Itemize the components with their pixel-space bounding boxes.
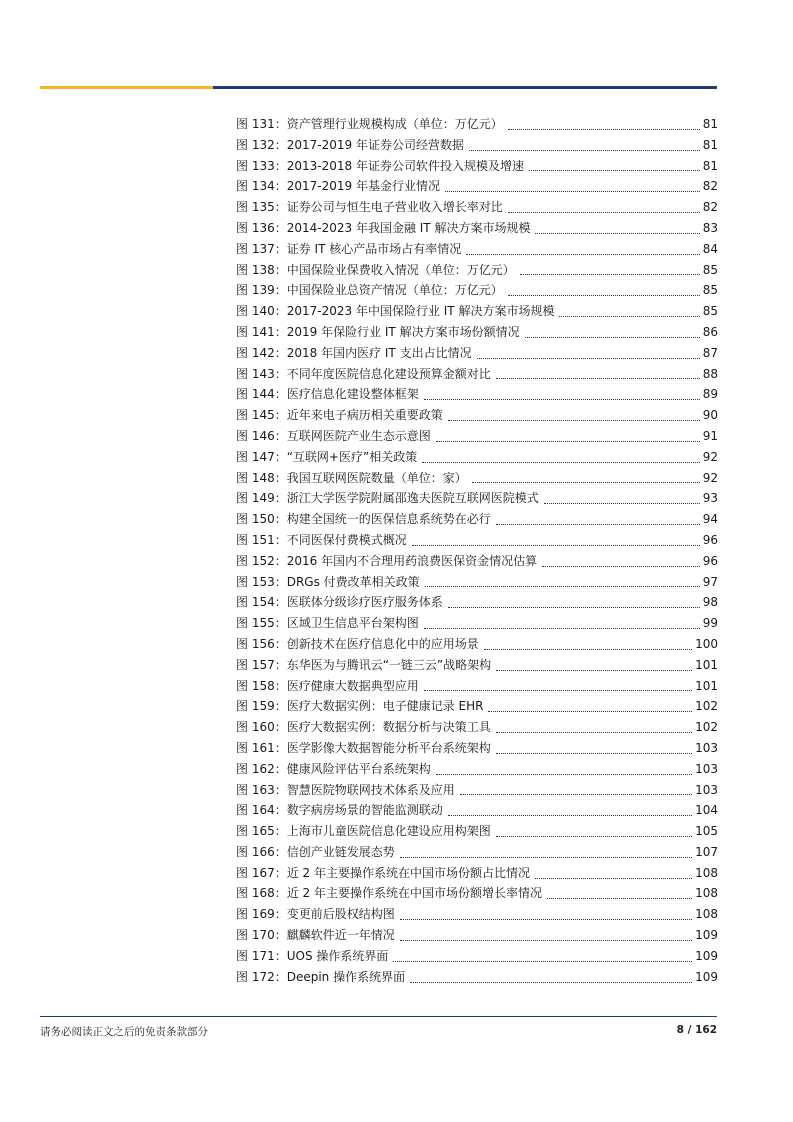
toc-entry-label: 图 137：证券 IT 核心产品市场占有率情况 bbox=[236, 241, 462, 256]
toc-leader-dots bbox=[508, 294, 700, 296]
toc-entry-page: 83 bbox=[702, 220, 718, 235]
toc-leader-dots bbox=[547, 897, 692, 899]
toc-entry-page: 81 bbox=[702, 137, 718, 152]
toc-entry-label: 图 156：创新技术在医疗信息化中的应用场景 bbox=[236, 636, 479, 651]
toc-leader-dots bbox=[484, 648, 692, 650]
toc-entry[interactable] bbox=[236, 384, 718, 405]
toc-entry[interactable] bbox=[236, 759, 718, 780]
toc-entry-page: 109 bbox=[695, 948, 718, 963]
toc-entry-page: 82 bbox=[702, 179, 718, 194]
toc-entry-page: 103 bbox=[695, 740, 718, 755]
toc-entry-label: 图 153：DRGs 付费改革相关政策 bbox=[236, 574, 420, 589]
toc-entry-page: 88 bbox=[702, 366, 718, 381]
toc-leader-dots bbox=[544, 502, 700, 504]
toc-leader-dots bbox=[393, 960, 692, 962]
toc-leader-dots bbox=[508, 128, 700, 130]
toc-entry[interactable] bbox=[236, 218, 718, 239]
toc-entry-label: 图 155：区域卫生信息平台架构图 bbox=[236, 616, 419, 631]
toc-entry-label: 图 136：2014-2023 年我国金融 IT 解决方案市场规模 bbox=[236, 220, 531, 235]
toc-entry[interactable] bbox=[236, 613, 718, 634]
toc-entry-page: 101 bbox=[695, 657, 718, 672]
toc-entry-label: 图 133：2013-2018 年证券公司软件投入规模及增速 bbox=[236, 158, 524, 173]
toc-leader-dots bbox=[496, 835, 692, 837]
toc-entry-page: 92 bbox=[702, 449, 718, 464]
header-rule-gold bbox=[40, 86, 213, 89]
toc-leader-dots bbox=[535, 877, 692, 879]
toc-entry-page: 90 bbox=[702, 408, 718, 423]
toc-entry-label: 图 151：不同医保付费模式概况 bbox=[236, 532, 407, 547]
toc-entry-page: 104 bbox=[695, 803, 718, 818]
toc-entry[interactable] bbox=[236, 655, 718, 676]
toc-entry-page: 109 bbox=[695, 969, 718, 984]
toc-leader-dots bbox=[472, 481, 700, 483]
toc-entry-page: 93 bbox=[702, 491, 718, 506]
toc-entry-page: 108 bbox=[695, 907, 718, 922]
toc-entry[interactable] bbox=[236, 696, 718, 717]
toc-entry-label: 图 146：互联网医院产业生态示意图 bbox=[236, 428, 431, 443]
header-rule bbox=[40, 86, 717, 89]
toc-leader-dots bbox=[469, 149, 700, 151]
toc-leader-dots bbox=[466, 253, 700, 255]
toc-entry-page: 102 bbox=[695, 699, 718, 714]
toc-entry-page: 108 bbox=[695, 886, 718, 901]
toc-entry-label: 图 166：信创产业链发展态势 bbox=[236, 844, 395, 859]
toc-entry-page: 107 bbox=[695, 844, 718, 859]
toc-entry[interactable] bbox=[236, 551, 718, 572]
toc-entry-page: 98 bbox=[702, 595, 718, 610]
toc-entry-label: 图 149：浙江大学医学院附属邵逸夫医院互联网医院模式 bbox=[236, 491, 539, 506]
toc-entry[interactable] bbox=[236, 883, 718, 904]
toc-entry-page: 100 bbox=[695, 636, 718, 651]
toc-entry-label: 图 162：健康风险评估平台系统架构 bbox=[236, 761, 431, 776]
toc-entry-label: 图 172：Deepin 操作系统界面 bbox=[236, 969, 406, 984]
toc-entry-label: 图 131：资产管理行业规模构成（单位：万亿元） bbox=[236, 117, 503, 131]
toc-entry-page: 108 bbox=[695, 865, 718, 880]
toc-entry[interactable] bbox=[236, 904, 718, 925]
toc-entry[interactable] bbox=[236, 260, 718, 281]
toc-entry-label: 图 171：UOS 操作系统界面 bbox=[236, 948, 389, 963]
toc-entry[interactable] bbox=[236, 676, 718, 697]
toc-entry-label: 图 157：东华医为与腾讯云“一链三云”战略架构 bbox=[236, 657, 492, 672]
toc-entry[interactable] bbox=[236, 946, 718, 967]
toc-entry[interactable] bbox=[236, 842, 718, 863]
toc-entry-label: 图 158：医疗健康大数据典型应用 bbox=[236, 678, 419, 693]
toc-entry[interactable] bbox=[236, 280, 718, 301]
toc-entry[interactable] bbox=[236, 488, 718, 509]
toc-leader-dots bbox=[424, 627, 700, 629]
toc-leader-dots bbox=[445, 190, 700, 192]
toc-leader-dots bbox=[436, 440, 700, 442]
toc-leader-dots bbox=[496, 669, 692, 671]
toc-entry-label: 图 138：中国保险业保费收入情况（单位：万亿元） bbox=[236, 262, 515, 277]
toc-entry-page: 103 bbox=[695, 761, 718, 776]
toc-entry-page: 85 bbox=[702, 304, 718, 319]
toc-entry-label: 图 145：近年来电子病历相关重要政策 bbox=[236, 408, 443, 423]
toc-entry-label: 图 164：数字病房场景的智能监测联动 bbox=[236, 803, 443, 818]
toc-leader-dots bbox=[422, 461, 700, 463]
toc-entry[interactable] bbox=[236, 364, 718, 385]
toc-entry-label: 图 144：医疗信息化建设整体框架 bbox=[236, 387, 419, 402]
toc-leader-dots bbox=[448, 419, 700, 421]
toc-entry-label: 图 163：智慧医院物联网技术体系及应用 bbox=[236, 782, 455, 797]
toc-entry-label: 图 161：医学影像大数据智能分析平台系统架构 bbox=[236, 740, 491, 755]
toc-entry-label: 图 160：医疗大数据实例：数据分析与决策工具 bbox=[236, 720, 491, 735]
toc-entry[interactable] bbox=[236, 447, 718, 468]
toc-entry[interactable] bbox=[236, 301, 718, 322]
toc-leader-dots bbox=[436, 773, 692, 775]
toc-entry-label: 图 168：近 2 年主要操作系统在中国市场份额增长率情况 bbox=[236, 886, 542, 901]
toc-leader-dots bbox=[400, 856, 692, 858]
toc-entry-page: 86 bbox=[702, 324, 718, 339]
toc-entry-page: 84 bbox=[702, 241, 718, 256]
toc-leader-dots bbox=[496, 377, 700, 379]
toc-entry-label: 图 142：2018 年国内医疗 IT 支出占比情况 bbox=[236, 345, 472, 360]
toc-leader-dots bbox=[488, 710, 692, 712]
toc-leader-dots bbox=[424, 398, 700, 400]
toc-entry-page: 81 bbox=[702, 158, 718, 173]
toc-entry[interactable] bbox=[236, 197, 718, 218]
toc-leader-dots bbox=[460, 793, 692, 795]
toc-leader-dots bbox=[410, 981, 692, 983]
toc-entry-label: 图 147：“互联网+医疗”相关政策 bbox=[236, 449, 418, 464]
toc-entry-page: 105 bbox=[695, 824, 718, 839]
toc-entry-page: 96 bbox=[702, 553, 718, 568]
toc-leader-dots bbox=[525, 336, 700, 338]
toc-entry-label: 图 159：医疗大数据实例：电子健康记录 EHR bbox=[236, 699, 484, 714]
toc-entry-page: 109 bbox=[695, 928, 718, 943]
toc-entry-page: 101 bbox=[695, 678, 718, 693]
toc-entry-page: 91 bbox=[702, 428, 718, 443]
toc-entry-label: 图 140：2017-2023 年中国保险行业 IT 解决方案市场规模 bbox=[236, 304, 555, 319]
toc-entry[interactable] bbox=[236, 426, 718, 447]
toc-leader-dots bbox=[400, 918, 692, 920]
toc-leader-dots bbox=[400, 939, 692, 941]
toc-entry-label: 图 165：上海市儿童医院信息化建设应用构架图 bbox=[236, 824, 491, 839]
toc-entry[interactable] bbox=[236, 717, 718, 738]
toc-leader-dots bbox=[412, 544, 700, 546]
toc-entry[interactable] bbox=[236, 135, 718, 156]
toc-entry[interactable] bbox=[236, 239, 718, 260]
toc-leader-dots bbox=[520, 273, 700, 275]
toc-entry-page: 96 bbox=[702, 532, 718, 547]
toc-entry-label: 图 154：医联体分级诊疗医疗服务体系 bbox=[236, 595, 443, 610]
toc-entry[interactable] bbox=[236, 468, 718, 489]
toc-entry-page: 81 bbox=[702, 117, 718, 131]
footer-disclaimer: 请务必阅读正文之后的免责条款部分 bbox=[40, 1026, 208, 1038]
toc-leader-dots bbox=[425, 585, 700, 587]
toc-entry-page: 92 bbox=[702, 470, 718, 485]
toc-entry[interactable] bbox=[236, 322, 718, 343]
toc-leader-dots bbox=[508, 211, 700, 213]
toc-leader-dots bbox=[448, 606, 700, 608]
toc-entry-label: 图 170：麒麟软件近一年情况 bbox=[236, 928, 395, 943]
toc-entry[interactable] bbox=[236, 509, 718, 530]
toc-leader-dots bbox=[496, 752, 692, 754]
toc-entry[interactable] bbox=[236, 738, 718, 759]
toc-entry-page: 85 bbox=[702, 262, 718, 277]
footer-rule bbox=[40, 1016, 717, 1017]
toc-entry[interactable] bbox=[236, 592, 718, 613]
figure-list bbox=[236, 114, 718, 987]
toc-entry-label: 图 169：变更前后股权结构图 bbox=[236, 907, 395, 922]
toc-entry[interactable] bbox=[236, 572, 718, 593]
toc-leader-dots bbox=[529, 169, 700, 171]
toc-entry-page: 102 bbox=[695, 720, 718, 735]
toc-entry[interactable] bbox=[236, 967, 718, 988]
toc-leader-dots bbox=[496, 731, 692, 733]
toc-entry[interactable] bbox=[236, 780, 718, 801]
toc-entry-label: 图 148：我国互联网医院数量（单位：家） bbox=[236, 470, 467, 485]
toc-entry-label: 图 139：中国保险业总资产情况（单位：万亿元） bbox=[236, 283, 503, 298]
toc-entry-label: 图 132：2017-2019 年证券公司经营数据 bbox=[236, 137, 464, 152]
toc-entry[interactable] bbox=[236, 634, 718, 655]
toc-entry[interactable] bbox=[236, 405, 718, 426]
toc-entry-page: 82 bbox=[702, 200, 718, 215]
toc-leader-dots bbox=[559, 315, 699, 317]
toc-entry-label: 图 143：不同年度医院信息化建设预算金额对比 bbox=[236, 366, 491, 381]
toc-leader-dots bbox=[448, 814, 692, 816]
toc-entry-label: 图 135：证券公司与恒生电子营业收入增长率对比 bbox=[236, 200, 503, 215]
toc-entry[interactable] bbox=[236, 343, 718, 364]
toc-entry[interactable] bbox=[236, 925, 718, 946]
toc-leader-dots bbox=[477, 357, 700, 359]
toc-entry-label: 图 141：2019 年保险行业 IT 解决方案市场份额情况 bbox=[236, 324, 520, 339]
toc-entry[interactable] bbox=[236, 114, 718, 135]
toc-entry[interactable] bbox=[236, 821, 718, 842]
toc-entry-label: 图 150：构建全国统一的医保信息系统势在必行 bbox=[236, 512, 491, 527]
toc-entry-page: 85 bbox=[702, 283, 718, 298]
toc-entry-page: 103 bbox=[695, 782, 718, 797]
toc-leader-dots bbox=[535, 232, 699, 234]
toc-entry-label: 图 152：2016 年国内不合理用药浪费医保资金情况估算 bbox=[236, 553, 538, 568]
toc-entry-page: 87 bbox=[702, 345, 718, 360]
toc-entry[interactable] bbox=[236, 863, 718, 884]
toc-entry-page: 89 bbox=[702, 387, 718, 402]
toc-entry[interactable] bbox=[236, 530, 718, 551]
toc-entry-page: 94 bbox=[702, 512, 718, 527]
header-rule-navy bbox=[213, 86, 717, 89]
toc-entry[interactable] bbox=[236, 156, 718, 177]
toc-entry-page: 97 bbox=[702, 574, 718, 589]
toc-leader-dots bbox=[424, 689, 692, 691]
page-number: 8 / 162 bbox=[676, 1024, 717, 1036]
toc-entry-page: 99 bbox=[702, 616, 718, 631]
toc-entry-label: 图 167：近 2 年主要操作系统在中国市场份额占比情况 bbox=[236, 865, 530, 880]
toc-entry-label: 图 134：2017-2019 年基金行业情况 bbox=[236, 179, 440, 194]
toc-leader-dots bbox=[496, 523, 700, 525]
toc-entry[interactable] bbox=[236, 800, 718, 821]
toc-entry[interactable] bbox=[236, 176, 718, 197]
toc-leader-dots bbox=[542, 565, 700, 567]
